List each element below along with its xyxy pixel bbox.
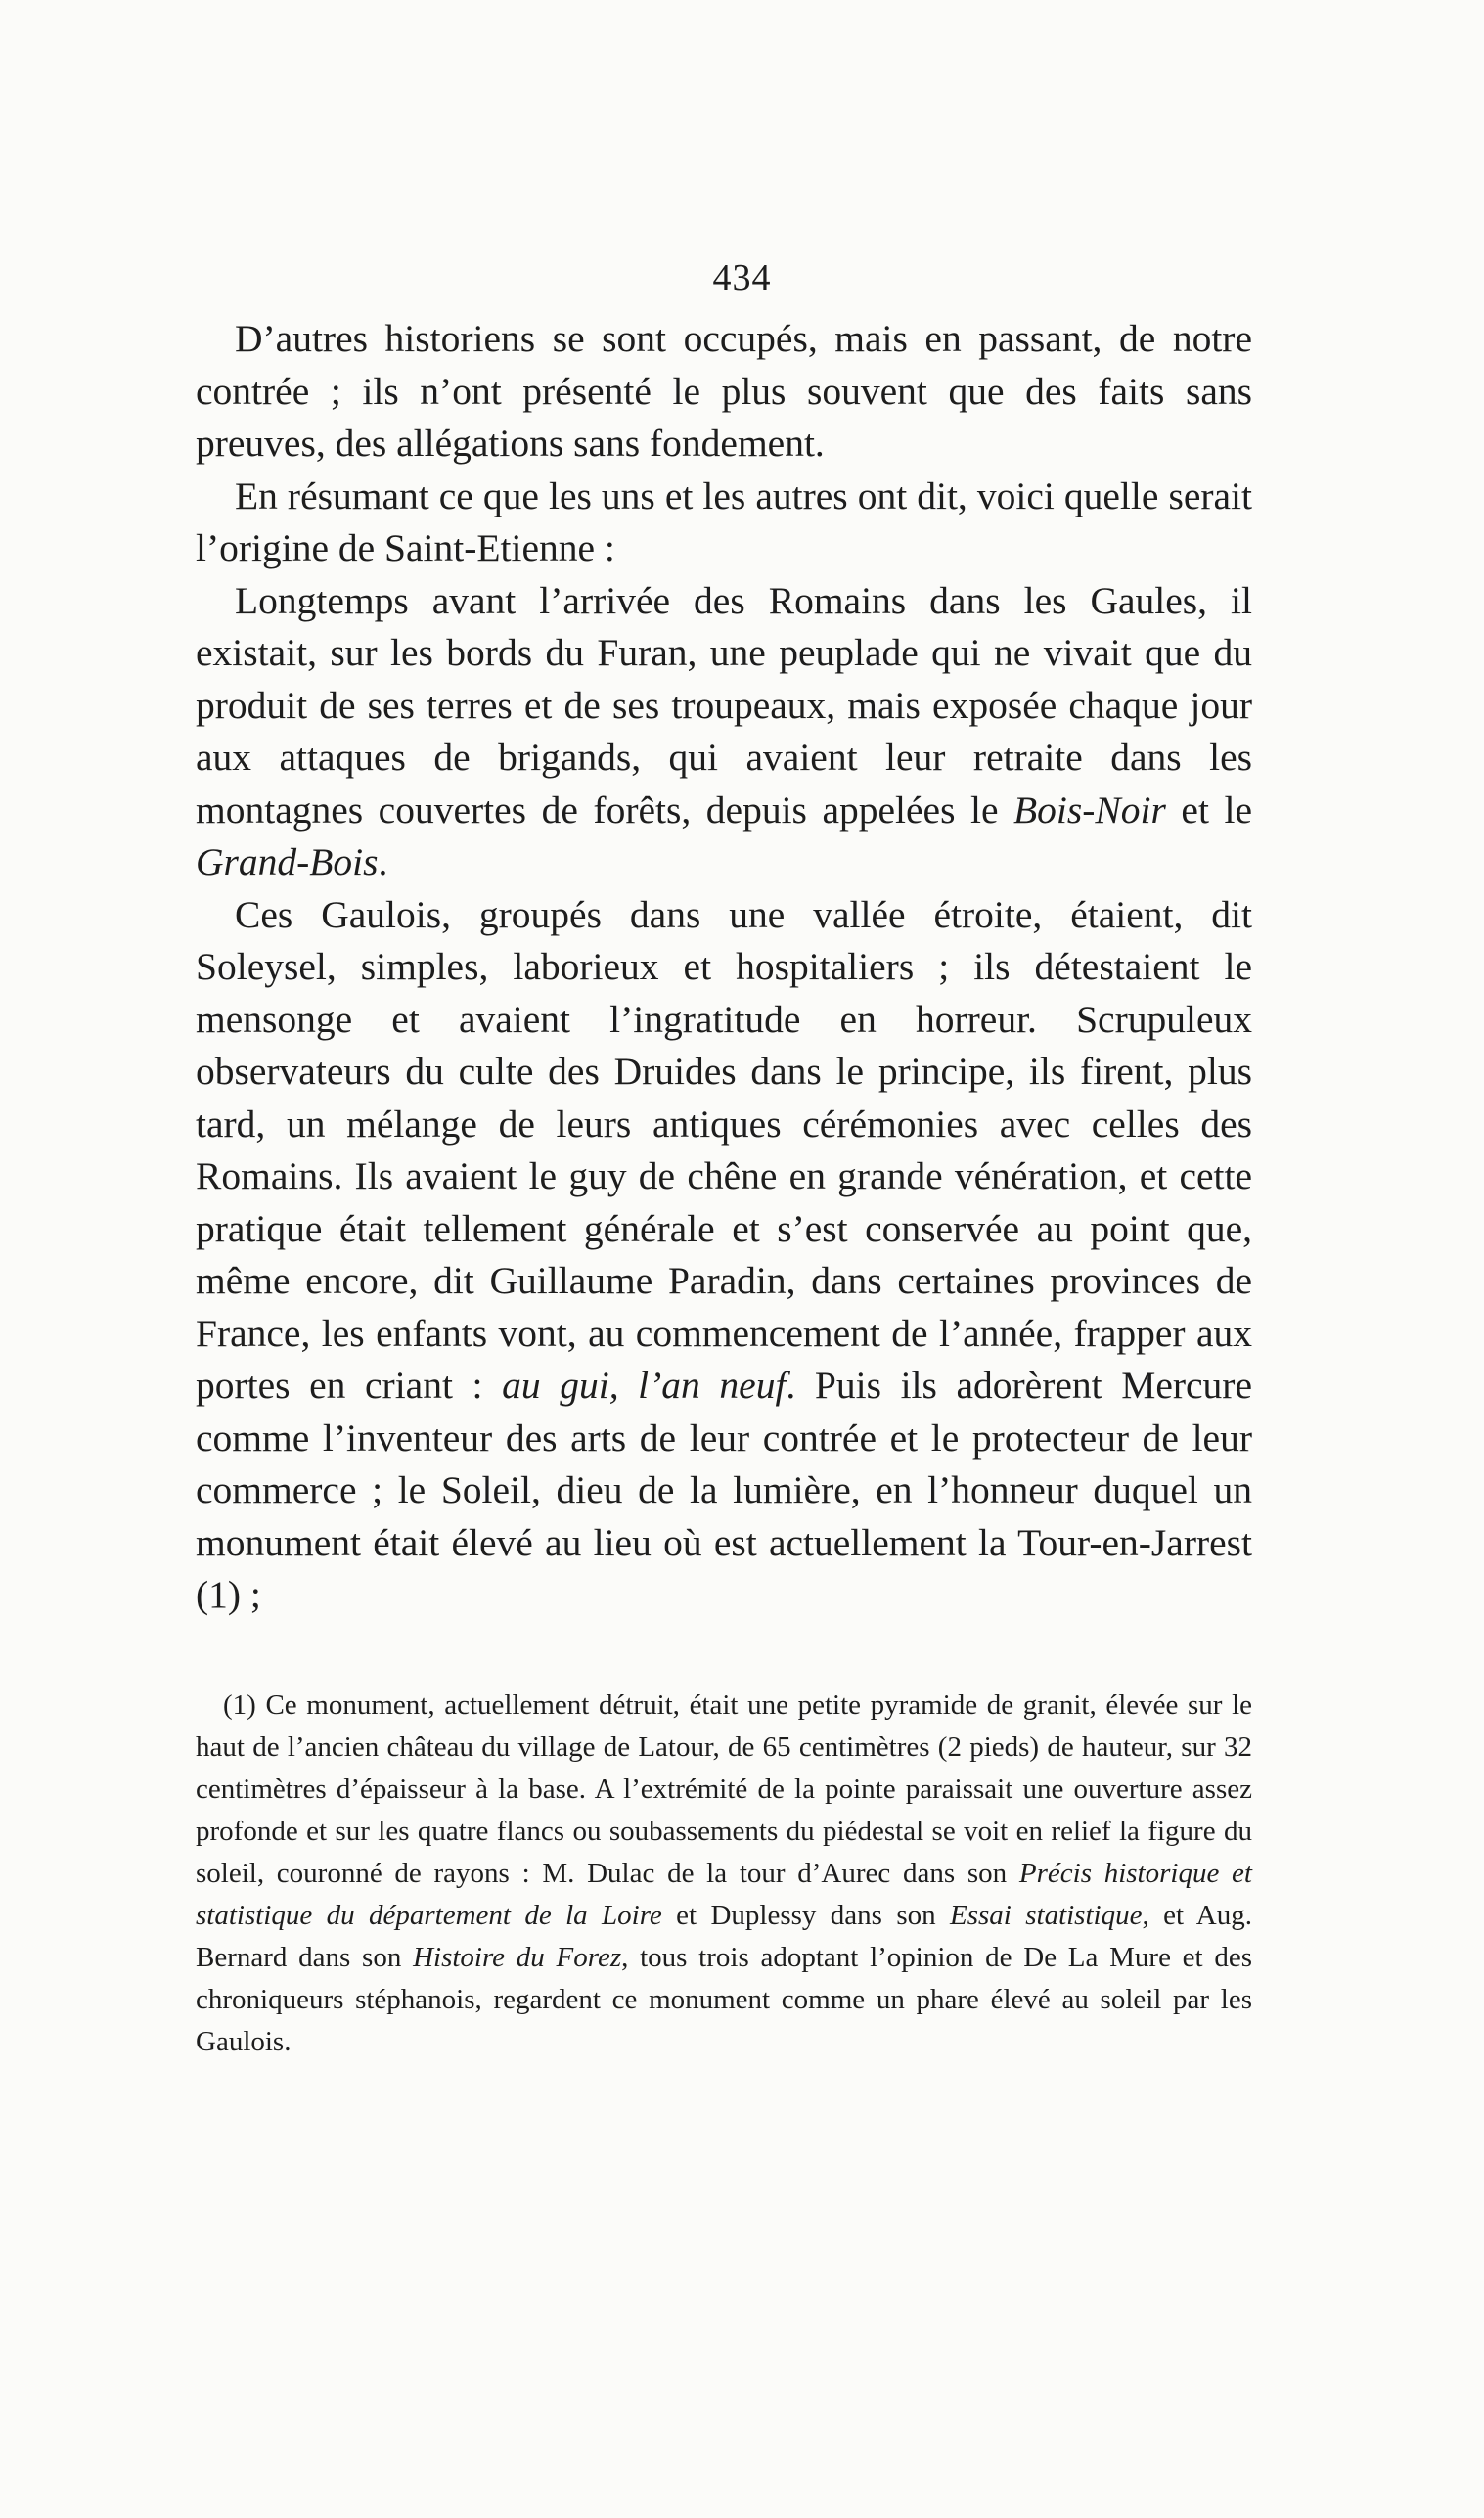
- main-text: [196, 313, 1252, 1622]
- paragraph-4: [196, 889, 1252, 1622]
- book-title-precis: Précis historique et statistique du département de la Loire: [196, 1858, 1252, 1931]
- footnote-1-end: , tous trois adoptant l’opinion de De La Mure et des chroniqueurs stéphanois, regardent ce monument comme un phare élevé au soleil par les Gaulois.: [196, 1942, 1253, 2057]
- quoted-cry: au gui, l’an neuf: [502, 1364, 787, 1407]
- paragraph-2: [196, 471, 1252, 575]
- paragraph-1: [196, 313, 1252, 471]
- footnotes: [196, 1685, 1252, 2063]
- paragraph-2-text: En résumant ce que les uns et les autres ont dit, voici quelle serait l’origine de Saint-Etienne :: [196, 473, 1252, 569]
- paragraph-1-text: D’autres historiens se sont occupés, mais en passant, de notre contrée ; ils n’ont présenté le plus souvent que des faits sans preuves, des allégations sans fondement.: [196, 317, 1252, 465]
- footnote-1: [196, 1685, 1252, 2063]
- place-name-bois-noir: Bois-Noir: [1013, 787, 1166, 832]
- paragraph-3: [196, 575, 1252, 889]
- book-title-histoire: Histoire du Forez: [413, 1942, 622, 1973]
- book-title-essai: Essai statistique: [950, 1900, 1143, 1931]
- paragraph-3-text: Longtemps avant l’arrivée des Romains dans les Gaules, il existait, sur les bords du Furan, une peuplade qui ne vivait que du produit de ses terres et de ses troupeaux, mais exposée chaque jour aux attaques de brigands, qui avaient leur retraite dans les montagnes couvertes de forêts, depuis appelées le: [196, 578, 1252, 832]
- page-number: 434: [712, 257, 772, 298]
- paragraph-3-connector: et le: [1165, 787, 1252, 832]
- place-name-grand-bois: Grand-Bois: [196, 840, 379, 883]
- footnote-1-part-3: , et Aug. Bernard dans son: [196, 1900, 1252, 1973]
- paragraph-3-end: .: [378, 840, 388, 883]
- footnote-1-text: (1) Ce monument, actuellement détruit, était une petite pyramide de granit, élevée sur le haut de l’ancien château du village de Latour, de 65 centimètres (2 pieds) de hauteur, sur 32 centimètres d’épaisseur à la base. A l’extrémité de la pointe paraissait une ouverture assez profonde et sur les quatre flancs ou soubassements du piédestal se voit en relief la figure du soleil, couronné de rayons : M. Dulac de la tour d’Aurec dans son: [196, 1689, 1252, 1889]
- footnote-1-part-2: et Duplessy dans son: [661, 1900, 950, 1931]
- paragraph-4-end: . Puis ils adorèrent Mercure comme l’inventeur des arts de leur contrée et le protecteur de leur commerce ; le Soleil, dieu de la lumière, en l’honneur duquel un monument était élevé au lieu où est actuellement la Tour-en-Jarrest (1) ;: [196, 1364, 1252, 1616]
- paragraph-4-text: Ces Gaulois, groupés dans une vallée étroite, étaient, dit Soleysel, simples, laborieux et hospitaliers ; ils détestaient le mensonge et avaient l’ingratitude en horreur. Scrupuleux observateurs du culte des Druides dans le principe, ils firent, plus tard, un mélange de leurs antiques cérémonies avec celles des Romains. Ils avaient le guy de chêne en grande vénération, et cette pratique était tellement générale et s’est conservée au point que, même encore, dit Guillaume Paradin, dans certaines provinces de France, les enfants vont, au commencement de l’année, frapper aux portes en criant :: [196, 892, 1252, 1407]
